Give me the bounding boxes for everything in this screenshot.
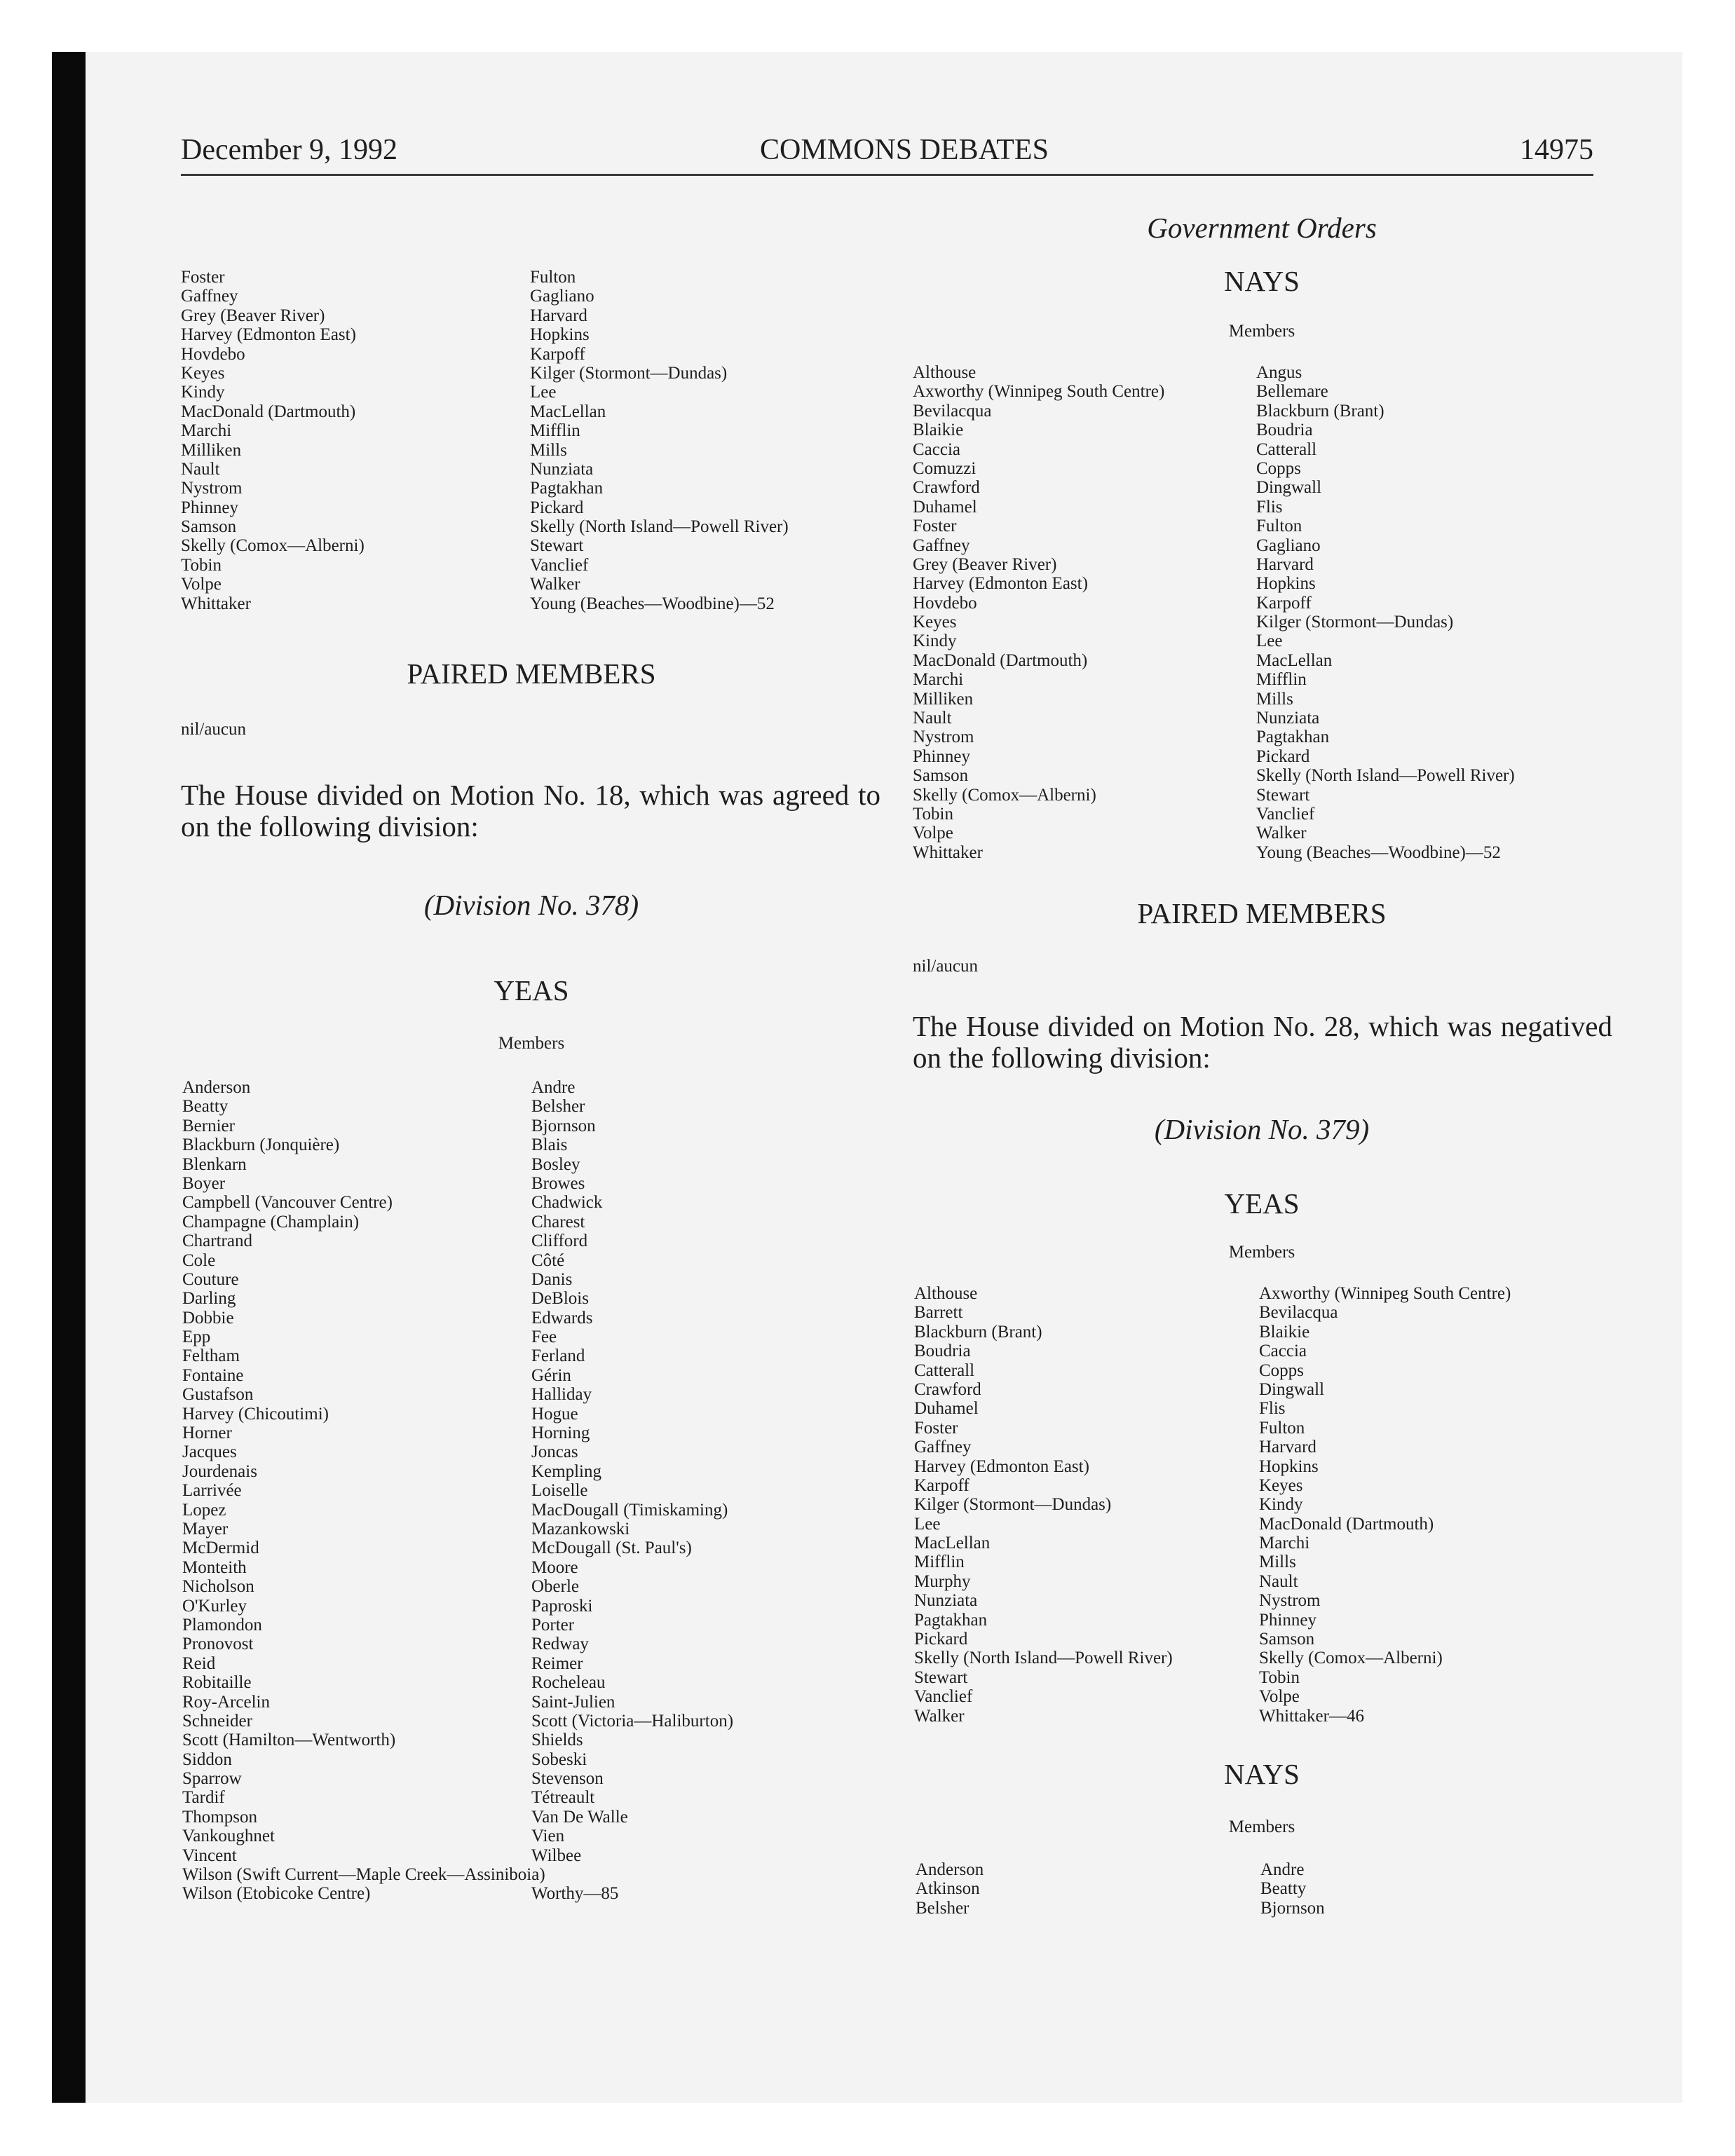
section-heading: NAYS (1224, 265, 1300, 297)
paired-value: nil/aucun (181, 720, 247, 739)
member-name: Robitaille (182, 1673, 252, 1693)
member-name: Duhamel (913, 497, 977, 517)
member-name: MacLellan (1256, 650, 1333, 670)
members-label: Members (498, 1034, 565, 1053)
member-name: Nault (181, 459, 220, 479)
section-heading: PAIRED MEMBERS (1137, 897, 1387, 929)
member-name: Copps (1259, 1360, 1304, 1380)
member-name: Dobbie (182, 1308, 234, 1328)
member-name: Belsher (916, 1898, 969, 1918)
member-name: Pagtakhan (1256, 728, 1330, 747)
member-name: Nystrom (913, 728, 974, 747)
member-name: Vanclief (1256, 804, 1315, 824)
member-name: Whittaker (913, 842, 983, 862)
member-name: Tobin (913, 804, 953, 824)
member-name: Nystrom (1259, 1591, 1321, 1611)
member-name: Feltham (182, 1346, 240, 1366)
member-name: Mills (1259, 1553, 1296, 1572)
member-name: Mazankowski (531, 1519, 630, 1538)
member-name: Plamondon (182, 1615, 262, 1635)
member-name: Skelly (North Island—Powell River) (530, 517, 789, 537)
member-name: Harvey (Chicoutimi) (182, 1404, 329, 1424)
member-name: MacLellan (914, 1534, 991, 1553)
member-name: Pronovost (182, 1635, 254, 1654)
member-name: Lee (914, 1514, 941, 1534)
member-name: Angus (1256, 363, 1302, 382)
member-name: Skelly (Comox—Alberni) (181, 536, 365, 556)
member-name: Couture (182, 1269, 239, 1289)
member-name: Stewart (530, 536, 584, 556)
member-name: Cole (182, 1250, 216, 1270)
header-title: COMMONS DEBATES (760, 134, 1049, 166)
member-name: Boyer (182, 1173, 226, 1193)
member-name: Phinney (181, 498, 238, 517)
member-name: Milliken (913, 689, 974, 709)
member-name: Hogue (531, 1404, 578, 1424)
scan-binding-edge (52, 52, 86, 2103)
member-name: Walker (914, 1706, 965, 1726)
member-name: Lee (530, 383, 557, 402)
member-name: Bjornson (1260, 1898, 1325, 1918)
members-label: Members (1228, 322, 1295, 341)
member-name: Tobin (1259, 1667, 1300, 1687)
member-name: Foster (914, 1418, 958, 1438)
member-name: Shields (531, 1731, 583, 1750)
member-name: Karpoff (530, 344, 585, 364)
member-name: Blaikie (1259, 1322, 1310, 1342)
member-name: Samson (1259, 1630, 1315, 1649)
member-name: Skelly (Comox—Alberni) (1259, 1649, 1443, 1668)
member-name: Rocheleau (531, 1673, 606, 1693)
member-name: Comuzzi (913, 458, 977, 478)
member-name: Paproski (531, 1596, 593, 1616)
member-name: Reid (182, 1653, 216, 1673)
member-name: O'Kurley (182, 1596, 247, 1616)
member-name: Mifflin (914, 1553, 965, 1572)
member-name: Copps (1256, 458, 1301, 478)
section-heading: NAYS (1224, 1758, 1300, 1790)
member-name: Harvey (Edmonton East) (181, 325, 356, 345)
member-name: Edwards (531, 1308, 593, 1328)
member-name: Skelly (North Island—Powell River) (914, 1649, 1173, 1668)
name-list (182, 1078, 545, 1904)
member-name: Pickard (914, 1630, 968, 1649)
member-name: Gustafson (182, 1385, 254, 1405)
member-name: Kindy (913, 632, 957, 651)
member-name: Pickard (530, 498, 584, 517)
member-name: MacDonald (Dartmouth) (913, 650, 1088, 670)
member-name: Nunziata (1256, 709, 1320, 728)
member-name: Blackburn (Jonquière) (182, 1135, 340, 1155)
member-name: Kilger (Stormont—Dundas) (1256, 613, 1454, 632)
member-name: Loiselle (531, 1481, 588, 1501)
member-name: Flis (1256, 497, 1283, 517)
member-name: Axworthy (Winnipeg South Centre) (1259, 1284, 1511, 1303)
member-name: Skelly (Comox—Alberni) (913, 785, 1096, 805)
member-name: Volpe (913, 824, 953, 843)
member-name: Roy-Arcelin (182, 1692, 270, 1712)
member-name: Chartrand (182, 1231, 252, 1251)
member-name: Stewart (1256, 785, 1310, 805)
member-name: Milliken (181, 440, 242, 460)
member-name: Barrett (914, 1303, 963, 1323)
member-name: Beatty (182, 1097, 229, 1117)
member-name: Caccia (913, 439, 961, 459)
member-name: Marchi (181, 421, 232, 441)
member-name: Harvard (1256, 554, 1314, 574)
member-name: Saint-Julien (531, 1692, 615, 1712)
member-name: Blaikie (913, 421, 964, 440)
member-name: Kilger (Stormont—Dundas) (914, 1495, 1112, 1515)
member-name: Belsher (531, 1097, 585, 1117)
member-name: Blackburn (Brant) (1256, 401, 1384, 421)
member-name: Blenkarn (182, 1154, 247, 1174)
member-name: Vankoughnet (182, 1827, 275, 1846)
member-name: Joncas (531, 1442, 578, 1462)
name-list (530, 268, 789, 613)
member-name: Hovdebo (181, 344, 245, 364)
member-name: Hopkins (1256, 574, 1316, 594)
member-name: DeBlois (531, 1289, 589, 1309)
member-name: Whittaker—46 (1259, 1706, 1364, 1726)
member-name: Phinney (1259, 1610, 1316, 1630)
member-name: Hovdebo (913, 593, 977, 613)
member-name: Volpe (181, 575, 222, 594)
member-name: Volpe (1259, 1687, 1300, 1707)
member-name: Tobin (181, 555, 222, 575)
member-name: Pagtakhan (530, 479, 604, 498)
member-name: Campbell (Vancouver Centre) (182, 1193, 393, 1213)
member-name: Crawford (914, 1379, 981, 1399)
member-name: Fee (531, 1328, 557, 1347)
member-name: Gaffney (913, 535, 970, 555)
member-name: Harvard (1259, 1438, 1316, 1457)
member-name: McDermid (182, 1538, 259, 1558)
member-name: Bevilacqua (1259, 1303, 1338, 1323)
member-name: Tétreault (531, 1788, 595, 1808)
member-name: Fulton (530, 268, 576, 287)
member-name: Whittaker (181, 594, 251, 613)
member-name: Monteith (182, 1557, 247, 1577)
member-name: Mifflin (530, 421, 580, 441)
member-name: Côté (531, 1250, 565, 1270)
member-name: Sparrow (182, 1769, 242, 1789)
member-name: Mills (1256, 689, 1293, 709)
members-label: Members (1228, 1243, 1295, 1262)
member-name: Clifford (531, 1231, 588, 1251)
member-name: Vien (531, 1827, 565, 1846)
member-name: Keyes (1259, 1475, 1303, 1495)
member-name: Stevenson (531, 1769, 604, 1789)
member-name: Tardif (182, 1788, 225, 1808)
member-name: Gagliano (1256, 535, 1321, 555)
member-name: Reimer (531, 1653, 583, 1673)
member-name: Wilson (Etobicoke Centre) (182, 1884, 371, 1904)
name-list (916, 1860, 984, 1918)
member-name: Harvard (530, 306, 587, 325)
member-name: Kindy (181, 383, 225, 402)
member-name: Hopkins (1259, 1456, 1319, 1476)
member-name: Siddon (182, 1749, 232, 1769)
member-name: Thompson (182, 1807, 257, 1827)
section-heading: PAIRED MEMBERS (407, 657, 656, 690)
name-list (1256, 363, 1515, 862)
header-page-number: 14975 (1520, 134, 1593, 166)
motion-paragraph: The House divided on Motion No. 28, which was negatived on the following division: (913, 1010, 1612, 1074)
member-name: Flis (1259, 1399, 1286, 1419)
header-date: December 9, 1992 (181, 134, 398, 166)
members-label: Members (1228, 1817, 1295, 1836)
member-name: Andre (531, 1078, 576, 1097)
name-list (531, 1078, 733, 1904)
member-name: Karpoff (1256, 593, 1312, 613)
member-name: Darling (182, 1289, 236, 1309)
member-name: Grey (Beaver River) (181, 306, 325, 325)
running-head: Government Orders (1147, 212, 1377, 244)
member-name: Skelly (North Island—Powell River) (1256, 766, 1515, 786)
member-name: Gérin (531, 1365, 571, 1385)
member-name: Boudria (1256, 421, 1313, 440)
member-name: Nault (913, 709, 952, 728)
member-name: Andre (1260, 1860, 1305, 1879)
member-name: Harvey (Edmonton East) (914, 1456, 1089, 1476)
member-name: Foster (913, 517, 957, 536)
member-name: Bevilacqua (913, 401, 992, 421)
member-name: Blackburn (Brant) (914, 1322, 1042, 1342)
member-name: Nystrom (181, 479, 243, 498)
paired-value: nil/aucun (913, 957, 979, 976)
member-name: Kindy (1259, 1495, 1303, 1515)
member-name: Bosley (531, 1154, 580, 1174)
member-name: Kilger (Stormont—Dundas) (530, 363, 728, 383)
name-list (1259, 1284, 1511, 1726)
division-number: (Division No. 379) (1154, 1113, 1370, 1145)
member-name: MacDonald (Dartmouth) (1259, 1514, 1434, 1534)
member-name: Fulton (1256, 517, 1302, 536)
member-name: Sobeski (531, 1749, 587, 1769)
member-name: Wilson (Swift Current—Maple Creek—Assiniboia) (182, 1865, 545, 1885)
member-name: Scott (Hamilton—Wentworth) (182, 1731, 396, 1750)
member-name: Dingwall (1259, 1379, 1325, 1399)
member-name: Van De Walle (531, 1807, 628, 1827)
member-name: Young (Beaches—Woodbine)—52 (1256, 842, 1501, 862)
member-name: Redway (531, 1635, 589, 1654)
member-name: Ferland (531, 1346, 585, 1366)
member-name: Chadwick (531, 1193, 603, 1213)
member-name: Hopkins (530, 325, 590, 345)
member-name: Larrivée (182, 1481, 242, 1501)
member-name: Catterall (1256, 439, 1317, 459)
member-name: Samson (913, 766, 969, 786)
member-name: Epp (182, 1328, 211, 1347)
member-name: Porter (531, 1615, 575, 1635)
division-number: (Division No. 378) (423, 889, 639, 921)
member-name: Pagtakhan (914, 1610, 988, 1630)
member-name: Vincent (182, 1845, 237, 1865)
member-name (531, 1865, 733, 1884)
member-name: Nault (1259, 1571, 1298, 1591)
member-name: Marchi (1259, 1534, 1310, 1553)
header-rule (181, 174, 1593, 176)
member-name: Browes (531, 1173, 585, 1193)
member-name: Fulton (1259, 1418, 1305, 1438)
member-name: Vanclief (530, 555, 589, 575)
member-name: Lopez (182, 1500, 226, 1520)
member-name: Keyes (181, 363, 225, 383)
member-name: Murphy (914, 1571, 971, 1591)
member-name: Jacques (182, 1442, 237, 1462)
member-name: Jourdenais (182, 1461, 257, 1481)
member-name: Horning (531, 1424, 590, 1443)
section-heading: YEAS (1224, 1187, 1300, 1220)
member-name: Scott (Victoria—Haliburton) (531, 1711, 734, 1731)
member-name: Caccia (1259, 1342, 1307, 1361)
member-name: Catterall (914, 1360, 975, 1380)
member-name: Horner (182, 1424, 232, 1443)
member-name: Oberle (531, 1577, 580, 1597)
member-name: Halliday (531, 1385, 592, 1405)
member-name: Nunziata (530, 459, 594, 479)
member-name: Walker (530, 575, 580, 594)
member-name: Young (Beaches—Woodbine)—52 (530, 594, 775, 613)
member-name: Bernier (182, 1116, 235, 1135)
name-list (181, 268, 365, 613)
member-name: Fontaine (182, 1365, 244, 1385)
section-heading: YEAS (494, 974, 569, 1007)
member-name: Champagne (Champlain) (182, 1212, 360, 1231)
member-name: MacDougall (Timiskaming) (531, 1500, 728, 1520)
member-name: Anderson (916, 1860, 984, 1879)
member-name: Duhamel (914, 1399, 979, 1419)
member-name: Gaffney (181, 287, 238, 306)
member-name: Axworthy (Winnipeg South Centre) (913, 382, 1165, 402)
member-name: Mayer (182, 1519, 229, 1538)
member-name: Bellemare (1256, 382, 1328, 402)
member-name: Gaffney (914, 1438, 972, 1457)
member-name: Stewart (914, 1667, 968, 1687)
member-name: Althouse (914, 1284, 978, 1303)
member-name: Danis (531, 1269, 573, 1289)
member-name: Boudria (914, 1342, 971, 1361)
member-name: Harvey (Edmonton East) (913, 574, 1088, 594)
member-name: McDougall (St. Paul's) (531, 1538, 692, 1558)
member-name: Kempling (531, 1461, 601, 1481)
member-name: MacDonald (Dartmouth) (181, 402, 356, 421)
member-name: Charest (531, 1212, 585, 1231)
member-name: Keyes (913, 613, 957, 632)
member-name: Gagliano (530, 287, 594, 306)
member-name: Grey (Beaver River) (913, 554, 1057, 574)
member-name: Crawford (913, 478, 980, 498)
member-name: Walker (1256, 824, 1307, 843)
member-name: Dingwall (1256, 478, 1322, 498)
name-list (914, 1284, 1173, 1726)
member-name: Marchi (913, 670, 964, 690)
member-name: Nicholson (182, 1577, 254, 1597)
member-name: Moore (531, 1557, 578, 1577)
member-name: Karpoff (914, 1475, 969, 1495)
member-name: Lee (1256, 632, 1283, 651)
member-name: Pickard (1256, 746, 1310, 766)
member-name: Wilbee (531, 1845, 582, 1865)
member-name: Schneider (182, 1711, 252, 1731)
member-name: Mifflin (1256, 670, 1307, 690)
member-name: Worthy—85 (531, 1884, 619, 1904)
member-name: MacLellan (530, 402, 606, 421)
member-name: Samson (181, 517, 237, 537)
member-name: Foster (181, 268, 225, 287)
member-name: Althouse (913, 363, 977, 382)
member-name: Phinney (913, 746, 970, 766)
member-name: Anderson (182, 1078, 251, 1097)
member-name: Atkinson (916, 1879, 980, 1899)
name-list (913, 363, 1164, 862)
name-list (1260, 1860, 1325, 1918)
member-name: Blais (531, 1135, 568, 1155)
motion-paragraph: The House divided on Motion No. 18, which was agreed to on the following division: (181, 779, 880, 842)
member-name: Bjornson (531, 1116, 596, 1135)
member-name: Mills (530, 440, 567, 460)
member-name: Beatty (1260, 1879, 1307, 1899)
member-name: Nunziata (914, 1591, 978, 1611)
member-name: Vanclief (914, 1687, 973, 1707)
